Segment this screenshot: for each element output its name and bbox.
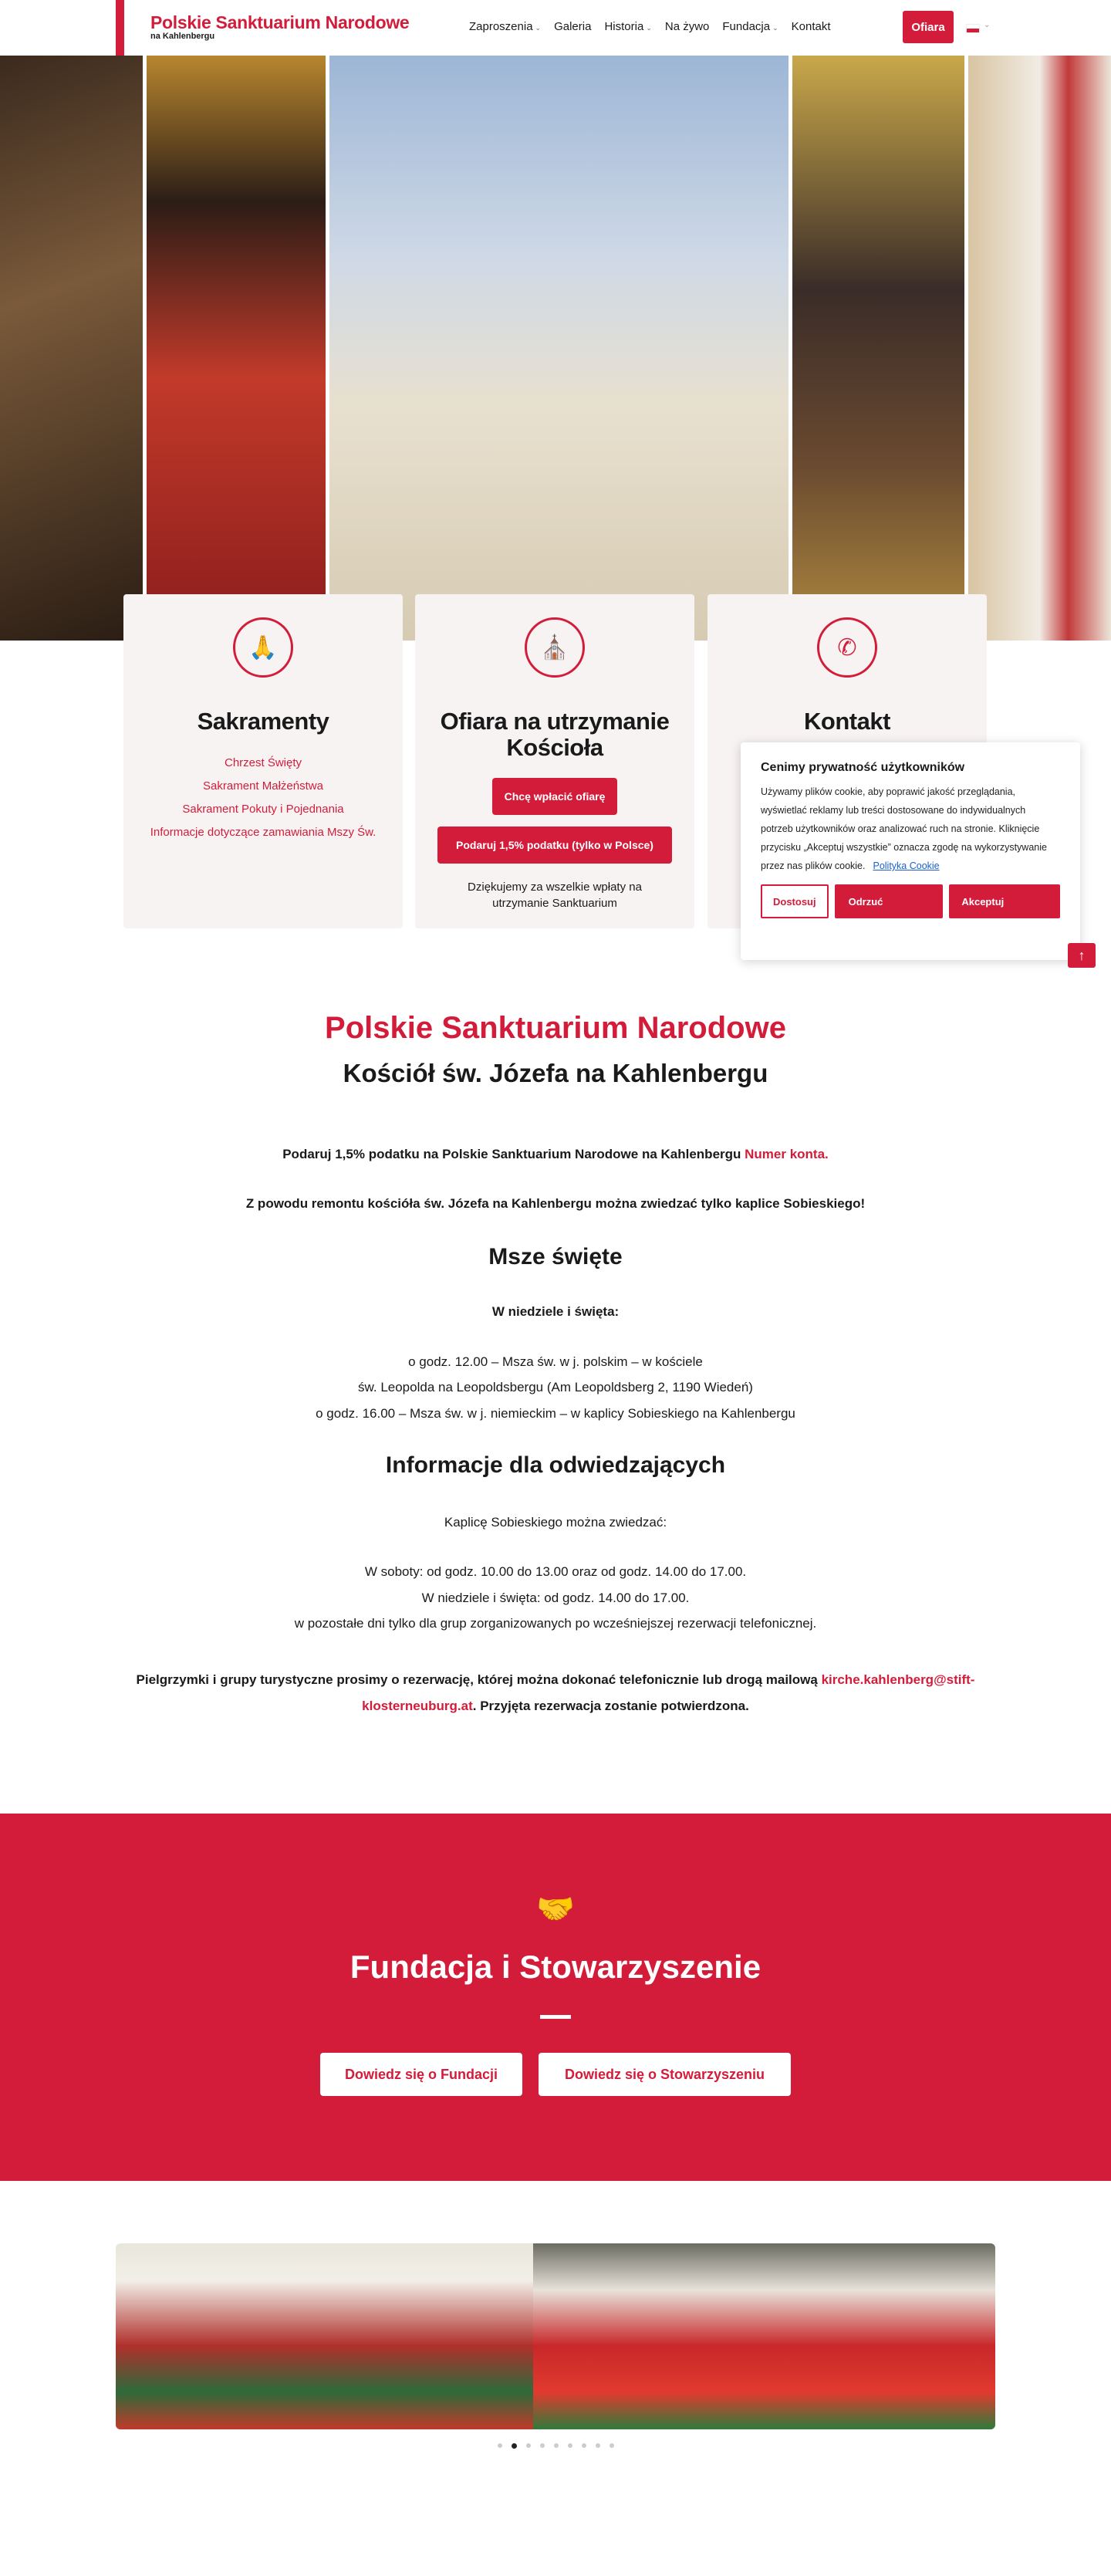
account-number-link[interactable]: Numer konta. <box>745 1147 829 1161</box>
nav-na-zywo[interactable]: Na żywo <box>664 20 710 33</box>
card-title: Ofiara na utrzymanie Kościoła <box>440 708 670 761</box>
masses-heading: Msze święte <box>488 1244 623 1269</box>
visitors-line: W soboty: od godz. 10.00 do 13.00 oraz od godz. 14.00 do 17.00. <box>364 1564 747 1579</box>
logo-accent-bar <box>116 0 124 56</box>
ofiara-button[interactable]: Ofiara <box>903 11 954 43</box>
slider-dot[interactable] <box>526 2443 531 2448</box>
link-chrzest[interactable]: Chrzest Święty <box>224 756 302 769</box>
hero-figure-image <box>968 56 1111 641</box>
tax-donate-button[interactable]: Podaruj 1,5% podatku (tylko w Polsce) <box>437 827 672 864</box>
mass-line: św. Leopolda na Leopoldsbergu (Am Leopoldsberg 2, 1190 Wiedeń) <box>358 1380 753 1394</box>
foundation-title: Fundacja i Stowarzyszenie <box>350 1949 761 1985</box>
chevron-down-icon: ⌄ <box>646 24 652 32</box>
nav-label: Historia <box>604 20 644 33</box>
slider-dot[interactable] <box>554 2443 559 2448</box>
cookie-text <box>761 783 1060 875</box>
reject-all-button[interactable]: Odrzuć wszystkie <box>835 884 944 918</box>
chevron-down-icon: ⌄ <box>535 24 542 32</box>
slider-dot[interactable] <box>540 2443 545 2448</box>
main-nav <box>469 20 831 33</box>
hero-image-collage <box>0 56 1111 641</box>
slider-dot[interactable] <box>568 2443 572 2448</box>
slider-dot[interactable] <box>610 2443 614 2448</box>
visitors-line: w pozostałe dni tylko dla grup zorganizowanych po wcześniejszej rezerwacji telefonicznej. <box>294 1616 817 1631</box>
site-header <box>0 0 1111 56</box>
nav-historia[interactable] <box>604 20 651 33</box>
chevron-down-icon: ⌄ <box>772 24 778 32</box>
customize-button[interactable]: Dostosuj <box>761 884 829 918</box>
link-msze[interactable]: Informacje dotyczące zamawiania Mszy Św. <box>150 826 377 839</box>
mass-line: o godz. 16.00 – Msza św. w j. niemieckim – w kaplicy Sobieskiego na Kahlenbergu <box>316 1406 795 1421</box>
nav-kontakt[interactable]: Kontakt <box>791 20 831 33</box>
card-title: Kontakt <box>804 708 890 735</box>
slide-image-dancers <box>533 2243 995 2429</box>
divider <box>540 2015 571 2019</box>
slider-dot[interactable] <box>498 2443 502 2448</box>
hero-altar-image <box>792 56 964 641</box>
nav-zaproszenia[interactable] <box>469 20 541 33</box>
visitors-line: W niedziele i święta: od godz. 14.00 do 17.00. <box>421 1591 690 1605</box>
card-title: Sakramenty <box>197 708 329 735</box>
photo-slider[interactable] <box>116 2243 995 2429</box>
renovation-notice: Z powodu remontu kościóła św. Józefa na Kahlenbergu można zwiedzać tylko kaplice Sobieskiego! <box>245 1196 866 1211</box>
praying-hands-icon: 🙏 <box>233 617 293 678</box>
nav-galeria[interactable]: Galeria <box>554 20 592 33</box>
hero-church-image <box>329 56 789 641</box>
association-button[interactable]: Dowiedz się o Stowarzyszeniu <box>539 2053 791 2096</box>
phone-icon: ✆ <box>817 617 877 678</box>
main-subtitle: Kościół św. Józefa na Kahlenbergu <box>343 1059 768 1087</box>
slider-dot-active[interactable] <box>512 2443 517 2449</box>
chevron-down-icon[interactable]: ⌄ <box>984 21 991 29</box>
pilgrims-end: . Przyjęta rezerwacja zostanie potwierdzona. <box>472 1699 749 1713</box>
church-icon: ⛪ <box>525 617 585 678</box>
cookie-policy-link[interactable]: Polityka Cookie <box>873 860 940 871</box>
donate-button[interactable]: Chcę wpłacić ofiarę <box>492 778 618 815</box>
slider-dot[interactable] <box>582 2443 586 2448</box>
cookie-title: Cenimy prywatność użytkowników <box>761 761 965 774</box>
foundation-button[interactable]: Dowiedz się o Fundacji <box>320 2053 522 2096</box>
handshake-icon: 🤝 <box>536 1892 575 1926</box>
scroll-to-top-button[interactable] <box>1068 943 1096 968</box>
masses-subheading: W niedziele i święta: <box>491 1304 620 1319</box>
polish-flag-icon[interactable] <box>966 24 980 33</box>
nav-label: Fundacja <box>722 20 771 33</box>
slide-image-folk-group <box>116 2243 533 2429</box>
nav-label: Zaproszenia <box>469 20 533 33</box>
thanks-note: Dziękujemy za wszelkie wpłaty na utrzymanie Sanktuarium <box>468 881 642 910</box>
card-ofiara <box>415 594 694 928</box>
cookie-consent-banner <box>741 742 1080 960</box>
hero-painting-image <box>0 56 143 641</box>
hero-icon-image <box>147 56 326 641</box>
slider-pagination <box>498 2443 614 2449</box>
pilgrims-text <box>131 1667 980 1719</box>
nav-fundacja[interactable] <box>722 20 778 33</box>
arrow-up-icon: ↑ <box>1078 947 1086 963</box>
donate-text <box>0 1147 1111 1162</box>
foundation-section <box>0 1814 1111 2181</box>
link-pokuta[interactable]: Sakrament Pokuty i Pojednania <box>182 803 344 816</box>
accept-all-button[interactable]: Akceptuj wszystko <box>949 884 1060 918</box>
pilgrims-body: Pielgrzymki i grupy turystyczne prosimy o rezerwację, której można dokonać telefonicznie lub drogą mailową <box>136 1672 818 1687</box>
card-sakramenty <box>123 594 403 928</box>
visitors-heading: Informacje dla odwiedzających <box>385 1452 726 1478</box>
visitors-intro: Kaplicę Sobieskiego można zwiedzać: <box>444 1515 667 1530</box>
slider-dot[interactable] <box>596 2443 600 2448</box>
logo-title[interactable]: Polskie Sanktuarium Narodowe <box>150 12 410 32</box>
logo-subtitle[interactable]: na Kahlenbergu <box>150 32 215 41</box>
link-malzenstwo[interactable]: Sakrament Małżeństwa <box>203 779 323 793</box>
mass-line: o godz. 12.00 – Msza św. w j. polskim – w kościele <box>408 1354 703 1369</box>
cookie-body: Używamy plików cookie, aby poprawić jakość przeglądania, wyświetlać reklamy lub treści dostosowane do indywidualnych potrzeb użytkowników oraz analizować ruch na stronie. Kliknięcie przycisku „Akceptuj wszystkie” oznacza zgodę na wykorzystywanie przez nas plików cookie. <box>761 786 1047 871</box>
email-link[interactable]: kirche.kahlenberg@stift-klosterneuburg.at <box>362 1672 975 1713</box>
donate-text-body: Podaruj 1,5% podatku na Polskie Sanktuarium Narodowe na Kahlenbergu <box>282 1147 741 1161</box>
main-title: Polskie Sanktuarium Narodowe <box>325 1011 786 1045</box>
